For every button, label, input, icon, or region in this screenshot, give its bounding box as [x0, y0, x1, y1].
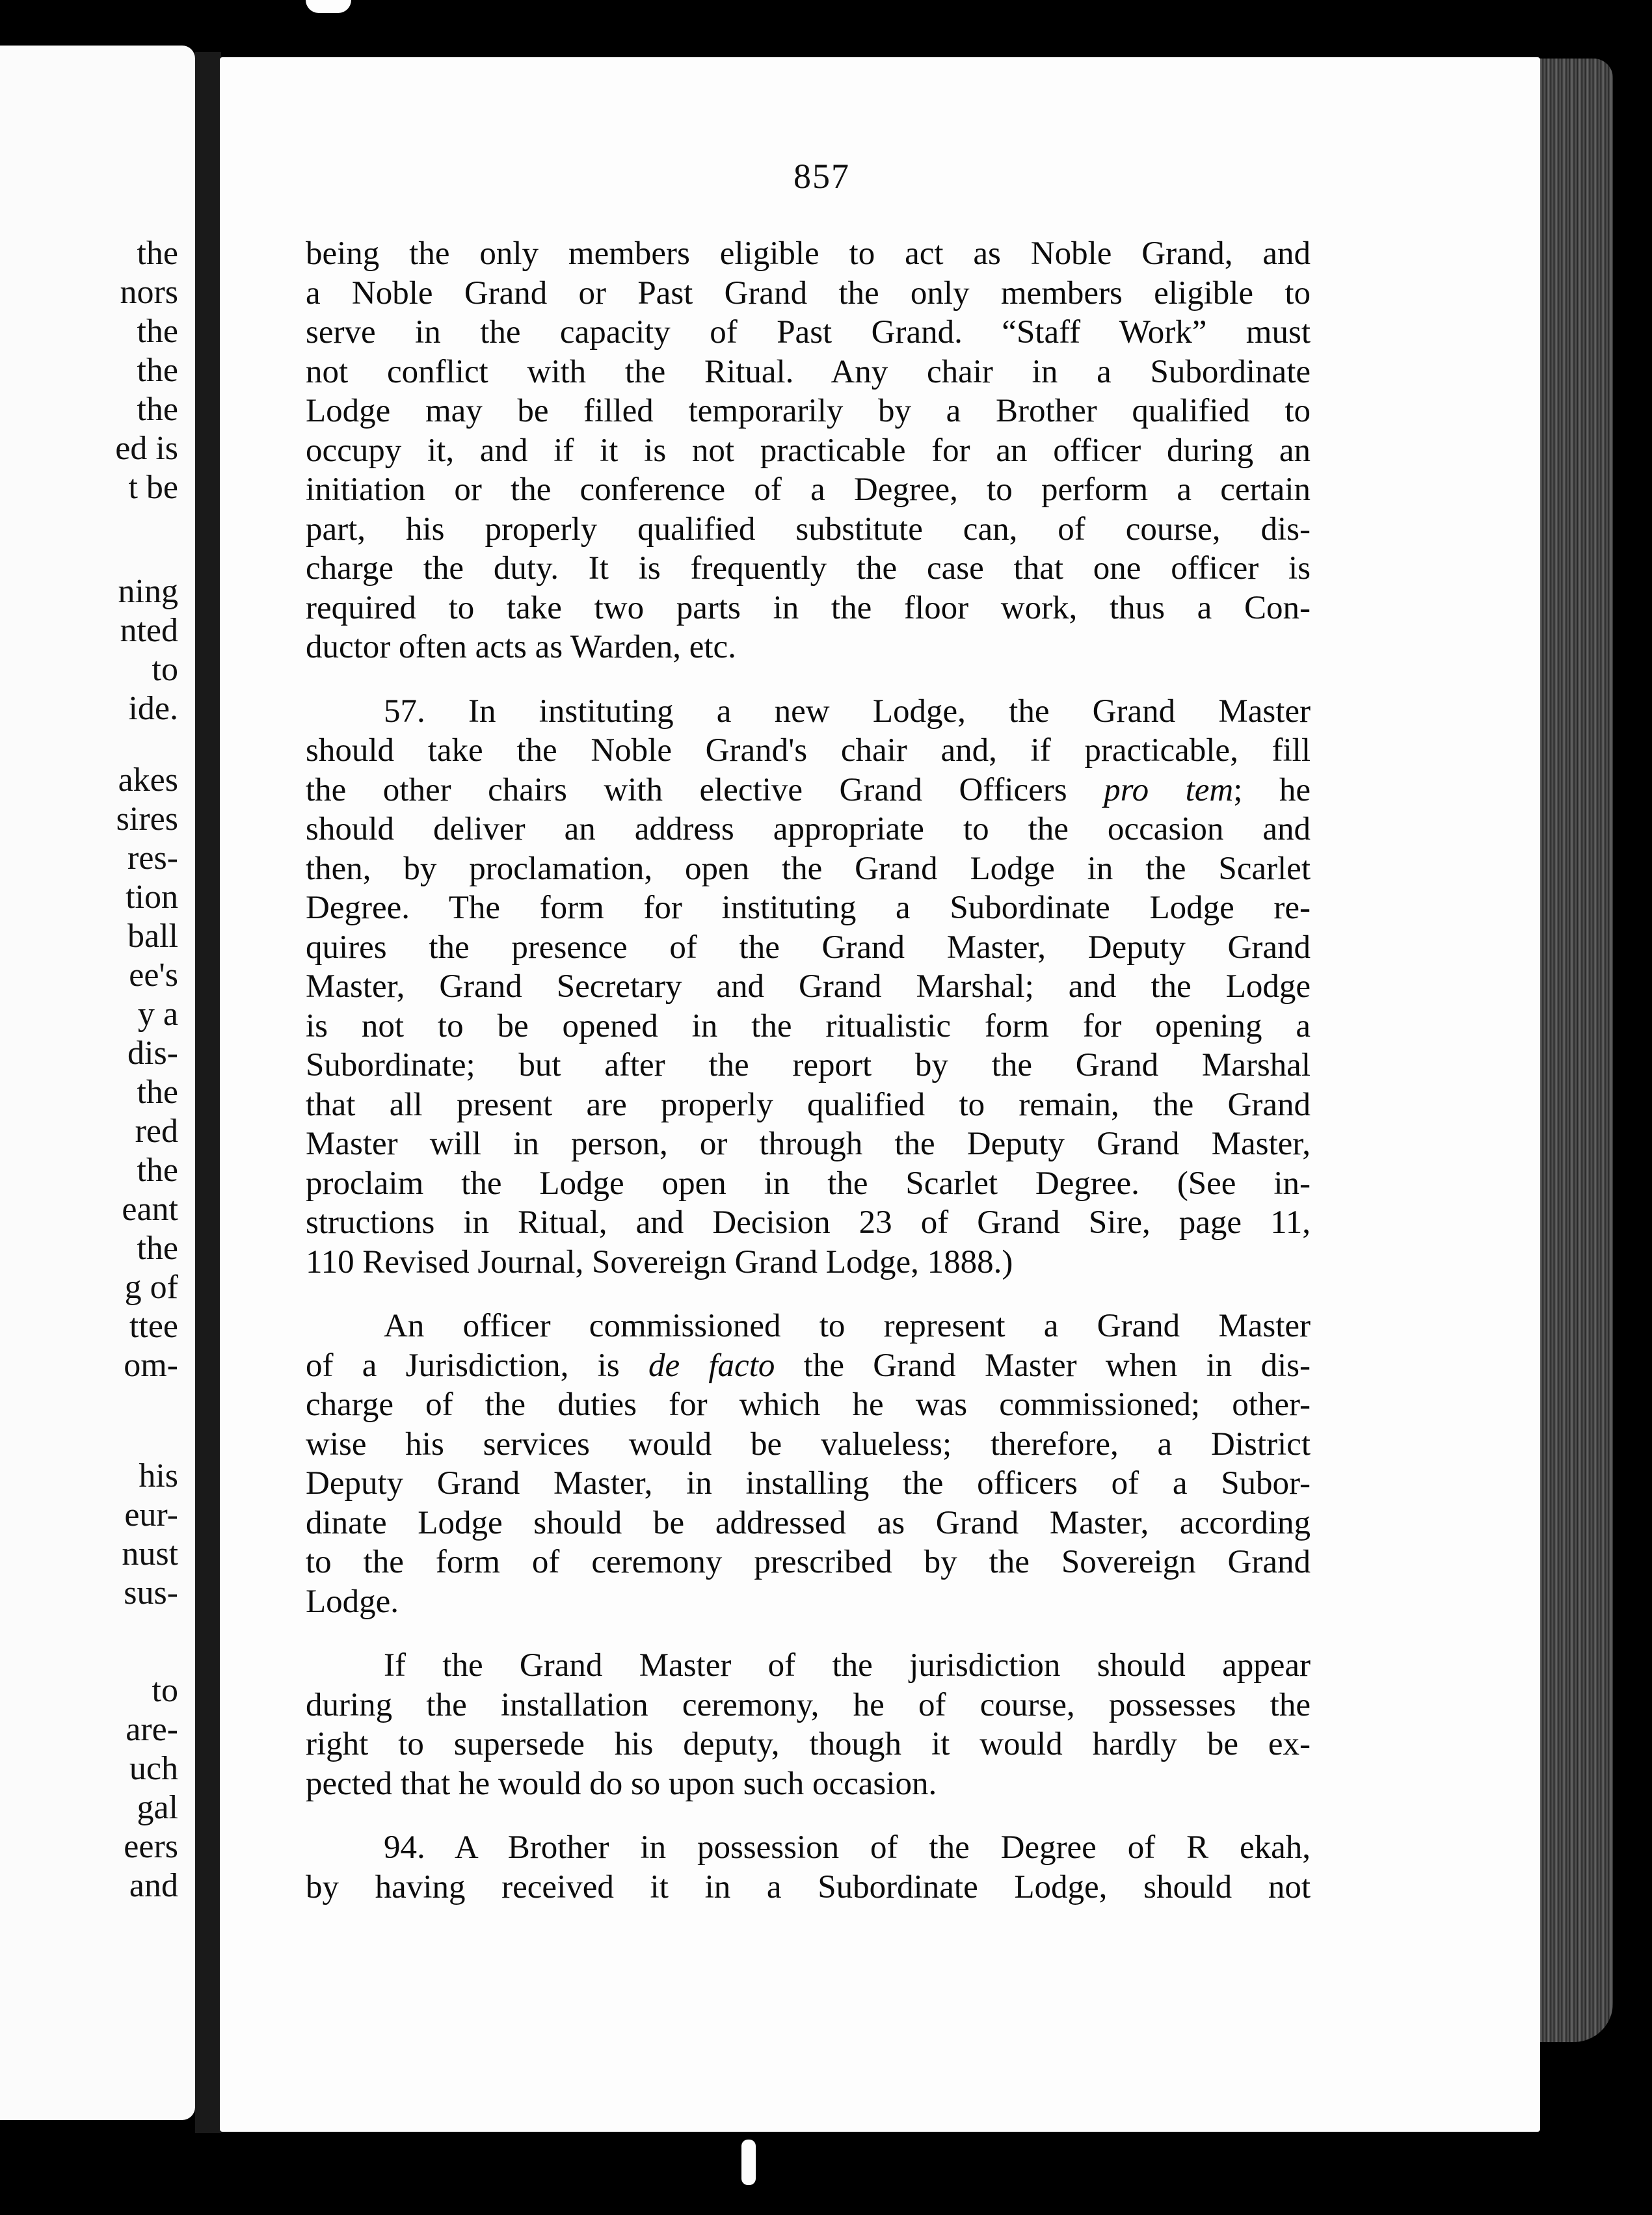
- text-line: dinate Lodge should be addressed as Grand Master, according: [306, 1504, 1311, 1541]
- text-line: Subordinate; but after the report by the Grand Marshal: [306, 1047, 1311, 1083]
- text-line: right to supersede his deputy, though it would hardly be ex-: [306, 1726, 1311, 1762]
- left-page-fragment: sires: [116, 801, 178, 838]
- paragraph-staff-work: [306, 234, 1311, 667]
- text-line: a Noble Grand or Past Grand the only members eligible to: [306, 274, 1311, 312]
- left-page-fragment: to: [152, 651, 178, 688]
- italic-phrase: de facto: [648, 1347, 775, 1384]
- paragraph-grand-master-appears: [306, 1646, 1311, 1803]
- left-page-fragment: and: [129, 1867, 178, 1904]
- paragraph-94-rebekah-degree: [306, 1828, 1311, 1907]
- page-number: 857: [793, 157, 850, 196]
- text-line: serve in the capacity of Past Grand. “Staff Work” must: [306, 314, 1311, 351]
- text-line: pected that he would do so upon such occasion.: [306, 1765, 937, 1802]
- italic-phrase: pro tem: [1104, 771, 1234, 808]
- left-page-fragment: res-: [127, 840, 178, 877]
- left-page-fragment: nted: [120, 612, 178, 649]
- paragraph-57-instituting-lodge: [306, 692, 1311, 1282]
- text-line: Lodge may be filled temporarily by a Brother qualified to: [306, 393, 1311, 429]
- text-line: is not to be opened in the ritualistic form for opening a: [306, 1007, 1311, 1044]
- left-page-fragment: ee's: [129, 957, 178, 994]
- text-line: charge the duty. It is frequently the case that one officer is: [306, 550, 1311, 587]
- left-page-fragment: the: [137, 313, 178, 350]
- left-page-fragment: eers: [124, 1828, 178, 1865]
- text-line: If the Grand Master of the jurisdiction should appear: [384, 1647, 1311, 1684]
- text-line: by having received it in a Subordinate Lodge, should not: [306, 1868, 1311, 1905]
- left-page-fragment: eant: [122, 1191, 178, 1228]
- left-page-fragment: to: [152, 1672, 178, 1709]
- scan-artifact: [741, 2140, 756, 2185]
- text-line: then, by proclamation, open the Grand Lodge in the Scarlet: [306, 850, 1311, 887]
- left-facing-page: [0, 46, 195, 2120]
- text-line: proclaim the Lodge open in the Scarlet Degree. (See in-: [306, 1165, 1311, 1202]
- left-page-fragment: ed is: [115, 430, 178, 467]
- text-line: ductor often acts as Warden, etc.: [306, 629, 736, 665]
- left-page-fragment: gal: [137, 1789, 178, 1826]
- left-page-fragment: the: [137, 235, 178, 272]
- text-line: occupy it, and if it is not practicable for an officer during an: [306, 432, 1311, 469]
- text-line: An officer commissioned to represent a Grand Master: [384, 1308, 1311, 1344]
- text-line: should deliver an address appropriate to the occasion and: [306, 811, 1311, 847]
- text-line: Degree. The form for instituting a Subordinate Lodge re-: [306, 890, 1311, 926]
- text-line: Master, Grand Secretary and Grand Marshal; and the Lodge: [306, 968, 1311, 1005]
- text-line: during the installation ceremony, he of course, possesses the: [306, 1686, 1311, 1723]
- text-line: 94. A Brother in possession of the Degree of R ekah,: [384, 1829, 1311, 1866]
- left-page-fragment: y a: [137, 996, 178, 1033]
- left-page-fragment: the: [137, 391, 178, 428]
- text-line: Lodge.: [306, 1583, 399, 1620]
- text-line-with-italic: [306, 1346, 1311, 1386]
- left-page-fragment: uch: [129, 1750, 178, 1787]
- text-line-with-italic: [306, 771, 1311, 810]
- left-page-fragment: his: [139, 1457, 178, 1494]
- text-fragment: the Grand Master when in dis-: [803, 1347, 1311, 1384]
- left-page-fragment: the: [137, 1230, 178, 1267]
- left-page-fragment: the: [137, 352, 178, 389]
- text-line: 57. In instituting a new Lodge, the Grand Master: [384, 693, 1311, 730]
- text-line: part, his properly qualified substitute can, of course, dis-: [306, 511, 1311, 548]
- left-page-fragment: sus-: [124, 1574, 178, 1612]
- text-line: Deputy Grand Master, in installing the officers of a Subor-: [306, 1465, 1311, 1502]
- scan-artifact: [306, 0, 351, 13]
- text-line: that all present are properly qualified to remain, the Grand: [306, 1086, 1311, 1123]
- text-fragment: the other chairs with elective Grand Officers: [306, 771, 1067, 808]
- left-page-fragment: eur-: [124, 1496, 178, 1533]
- left-page-fragment: om-: [124, 1347, 178, 1384]
- left-page-fragment: ning: [118, 573, 178, 610]
- page-body-text: [306, 234, 1311, 1907]
- left-page-fragment: ide.: [128, 690, 178, 727]
- text-line: not conflict with the Ritual. Any chair in a Subordinate: [306, 353, 1311, 390]
- text-line: 110 Revised Journal, Sovereign Grand Lodge, 1888.): [306, 1243, 1013, 1280]
- left-page-fragment: nust: [122, 1535, 178, 1572]
- text-line: charge of the duties for which he was commissioned; other-: [306, 1386, 1311, 1423]
- text-line: being the only members eligible to act as Noble Grand, and: [306, 235, 1311, 272]
- left-page-fragment: ttee: [129, 1308, 178, 1345]
- text-line: wise his services would be valueless; therefore, a District: [306, 1426, 1311, 1463]
- left-page-fragment: tion: [126, 879, 178, 916]
- left-page-fragment: g of: [124, 1269, 178, 1306]
- book-gutter: [195, 52, 221, 2133]
- text-fragment: ; he: [1233, 771, 1311, 808]
- text-line: structions in Ritual, and Decision 23 of Grand Sire, page 11,: [306, 1204, 1311, 1241]
- text-line: initiation or the conference of a Degree, to perform a certain: [306, 471, 1311, 508]
- left-page-fragment: dis-: [127, 1035, 178, 1072]
- left-page-fragment: ball: [127, 918, 178, 955]
- text-line: quires the presence of the Grand Master, Deputy Grand: [306, 929, 1311, 966]
- left-page-fragment: red: [135, 1113, 178, 1150]
- left-page-fragment: akes: [118, 762, 178, 799]
- left-page-fragment: are-: [126, 1711, 178, 1748]
- left-page-fragment: the: [137, 1152, 178, 1189]
- text-line: should take the Noble Grand's chair and, if practicable, fill: [306, 732, 1311, 769]
- text-line: to the form of ceremony prescribed by the Sovereign Grand: [306, 1544, 1311, 1580]
- left-page-fragment: nors: [120, 274, 178, 311]
- text-fragment: of a Jurisdiction, is: [306, 1347, 620, 1384]
- paragraph-officer-commissioned: [306, 1306, 1311, 1621]
- text-line: Master will in person, or through the Deputy Grand Master,: [306, 1126, 1311, 1162]
- left-page-fragment: the: [137, 1074, 178, 1111]
- left-page-fragment: t be: [128, 469, 178, 506]
- text-line: required to take two parts in the floor work, thus a Con-: [306, 589, 1311, 626]
